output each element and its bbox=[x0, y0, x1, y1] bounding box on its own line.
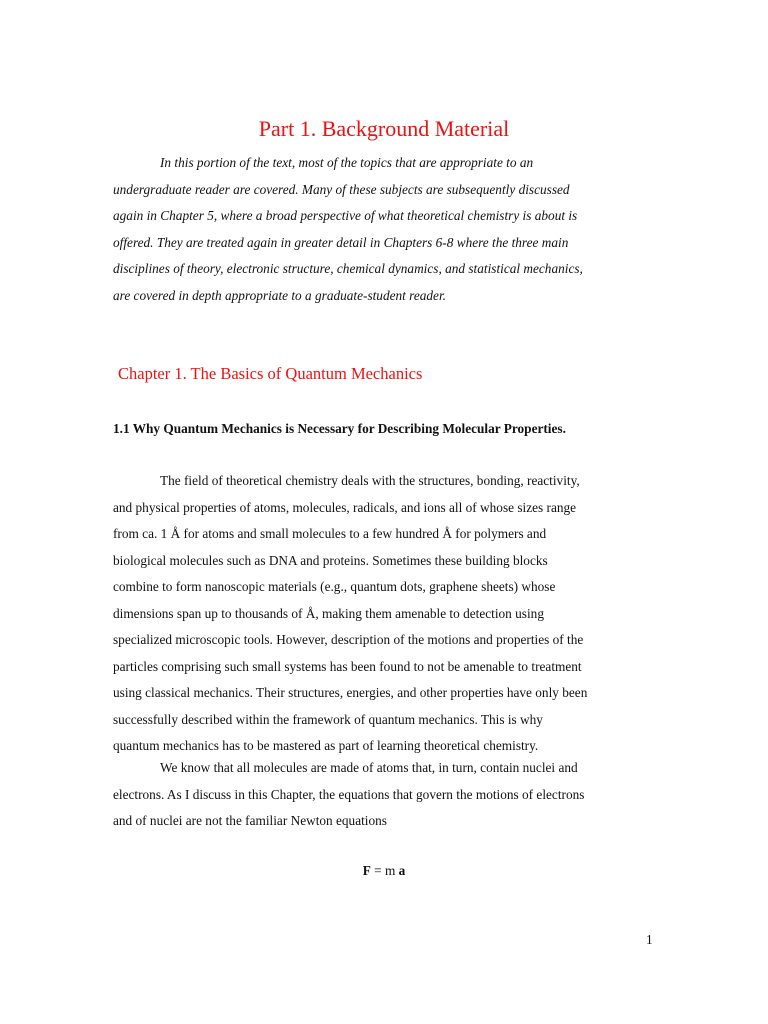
paragraph-line: combine to form nanoscopic materials (e.g., quantum dots, graphene sheets) whose bbox=[113, 579, 556, 594]
page-number: 1 bbox=[646, 932, 653, 947]
intro-paragraph bbox=[113, 150, 658, 309]
intro-line: again in Chapter 5, where a broad perspective of what theoretical chemistry is about is bbox=[113, 208, 578, 223]
paragraph-line: specialized microscopic tools. However, description of the motions and properties of the bbox=[113, 632, 584, 647]
intro-line: offered. They are treated again in greater detail in Chapters 6-8 where the three main bbox=[113, 234, 569, 250]
paragraph-line: dimensions span up to thousands of Å, making them amenable to detection using bbox=[113, 605, 544, 621]
intro-line: In this portion of the text, most of the topics that are appropriate to an bbox=[160, 155, 534, 170]
paragraph-line: particles comprising such small systems has been found to not be amenable to treatment bbox=[113, 658, 582, 674]
paragraph-line: and physical properties of atoms, molecules, radicals, and ions all of whose sizes range bbox=[113, 499, 577, 515]
paragraph-line: We know that all molecules are made of atoms that, in turn, contain nuclei and bbox=[160, 760, 578, 775]
part-title: Part 1. Background Material bbox=[258, 116, 510, 141]
paragraph-line: quantum mechanics has to be mastered as part of learning theoretical chemistry. bbox=[113, 738, 539, 753]
intro-line: are covered in depth appropriate to a graduate-student reader. bbox=[113, 287, 446, 303]
paragraph-line: using classical mechanics. Their structures, energies, and other properties have only been bbox=[113, 685, 588, 700]
paragraph-line: and of nuclei are not the familiar Newton equations bbox=[113, 813, 387, 828]
body-paragraph-1 bbox=[113, 468, 658, 760]
equation-acceleration: a bbox=[398, 863, 406, 878]
chapter-title: Chapter 1. The Basics of Quantum Mechanics bbox=[118, 364, 423, 383]
paragraph-line: The field of theoretical chemistry deals with the structures, bonding, reactivity, bbox=[160, 473, 580, 488]
section-title: 1.1 Why Quantum Mechanics is Necessary for Describing Molecular Properties. bbox=[113, 421, 566, 436]
newton-equation bbox=[0, 860, 768, 882]
paragraph-line: biological molecules such as DNA and proteins. Sometimes these building blocks bbox=[113, 552, 548, 568]
intro-line: disciplines of theory, electronic structure, chemical dynamics, and statistical mechanics, bbox=[113, 261, 583, 276]
equation-force: F bbox=[362, 863, 371, 878]
equation-mass-term: = m bbox=[370, 863, 399, 878]
body-paragraph-2 bbox=[113, 755, 658, 835]
paragraph-line: successfully described within the framework of quantum mechanics. This is why bbox=[113, 711, 543, 727]
paragraph-line: electrons. As I discuss in this Chapter, the equations that govern the motions of electrons bbox=[113, 786, 585, 802]
intro-line: undergraduate reader are covered. Many of these subjects are subsequently discussed bbox=[113, 181, 570, 197]
paragraph-line: from ca. 1 Å for atoms and small molecules to a few hundred Å for polymers and bbox=[113, 526, 547, 541]
